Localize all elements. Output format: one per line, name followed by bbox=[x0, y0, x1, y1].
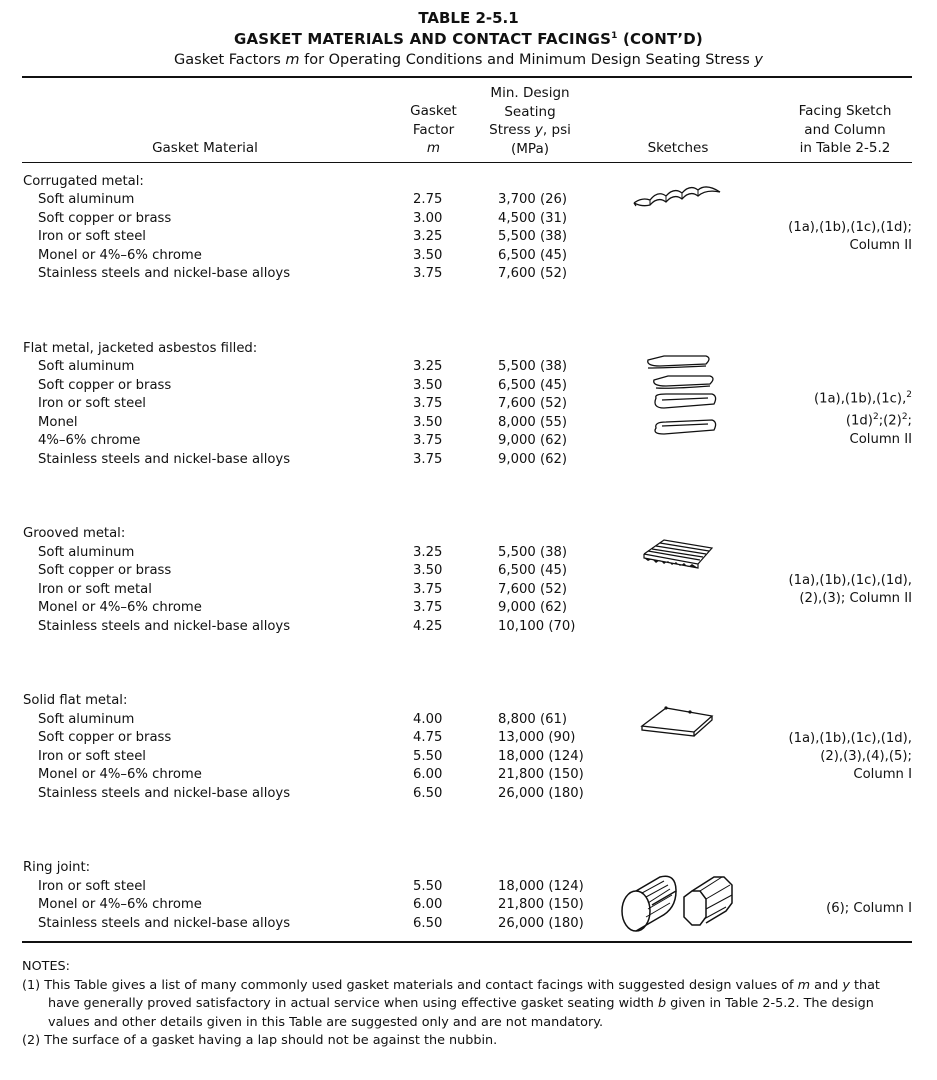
y-cell: 18,000 (124) bbox=[498, 749, 584, 764]
y-cell: 7,600 (52) bbox=[498, 266, 568, 281]
m-cell: 4.25 bbox=[413, 619, 443, 634]
y-cell: 9,000 (62) bbox=[498, 452, 568, 467]
y-cell: 5,500 (38) bbox=[498, 229, 568, 244]
material-cell: Soft copper or brass bbox=[38, 211, 172, 226]
m-cell: 3.75 bbox=[413, 433, 443, 448]
y-cell: 10,100 (70) bbox=[498, 619, 576, 634]
material-cell: Soft aluminum bbox=[38, 712, 135, 727]
y-cell: 7,600 (52) bbox=[498, 582, 568, 597]
y-cell: 21,800 (150) bbox=[498, 897, 584, 912]
header-rule bbox=[22, 162, 912, 163]
m-cell: 5.50 bbox=[413, 749, 443, 764]
solid-flat-sketch bbox=[640, 704, 716, 738]
material-cell: Soft aluminum bbox=[38, 359, 135, 374]
y-cell: 6,500 (45) bbox=[498, 378, 568, 393]
facing-cell: (1a),(1b),(1c),(1d); Column II bbox=[788, 220, 912, 253]
m-cell: 3.50 bbox=[413, 563, 443, 578]
header-sketches: Sketches bbox=[647, 140, 709, 156]
corrugated-sketch bbox=[632, 184, 724, 210]
material-cell: Iron or soft steel bbox=[38, 749, 146, 764]
material-cell: Soft copper or brass bbox=[38, 378, 172, 393]
facing-cell: (1a),(1b),(1c),(1d), (2),(3); Column II bbox=[788, 573, 912, 606]
m-cell: 3.50 bbox=[413, 415, 443, 430]
material-cell: Iron or soft steel bbox=[38, 396, 146, 411]
m-cell: 4.00 bbox=[413, 712, 443, 727]
y-cell: 8,800 (61) bbox=[498, 712, 568, 727]
bottom-rule bbox=[22, 941, 912, 943]
material-cell: Stainless steels and nickel-base alloys bbox=[38, 452, 291, 467]
y-cell: 5,500 (38) bbox=[498, 545, 568, 560]
material-cell: Stainless steels and nickel-base alloys bbox=[38, 619, 291, 634]
material-cell: 4%–6% chrome bbox=[38, 433, 141, 448]
header-gasket-factor: Gasket Factor m bbox=[410, 103, 457, 156]
header-gasket-material: Gasket Material bbox=[152, 140, 258, 156]
material-cell: Monel or 4%–6% chrome bbox=[38, 897, 202, 912]
group-title: Flat metal, jacketed asbestos filled: bbox=[23, 341, 258, 356]
y-cell: 5,500 (38) bbox=[498, 359, 568, 374]
facing-cell: (1a),(1b),(1c),$^2$ $(1d)^2;(2)^2$; Column II bbox=[813, 390, 912, 447]
facing-cell: (1a),(1b),(1c),(1d), (2),(3),(4),(5); Column I bbox=[788, 731, 912, 782]
header-facing-sketch: Facing Sketch and Column in Table 2-5.2 bbox=[798, 103, 892, 156]
material-cell: Soft copper or brass bbox=[38, 730, 172, 745]
m-cell: 6.50 bbox=[413, 916, 443, 931]
material-cell: Stainless steels and nickel-base alloys bbox=[38, 916, 291, 931]
material-cell: Iron or soft steel bbox=[38, 879, 146, 894]
m-cell: 3.75 bbox=[413, 452, 443, 467]
table-number: TABLE 2-5.1 bbox=[418, 9, 519, 27]
y-cell: 26,000 (180) bbox=[498, 916, 584, 931]
m-cell: 2.75 bbox=[413, 192, 443, 207]
y-cell: 21,800 (150) bbox=[498, 767, 584, 782]
m-cell: 3.75 bbox=[413, 600, 443, 615]
y-cell: 8,000 (55) bbox=[498, 415, 568, 430]
material-cell: Monel bbox=[38, 415, 78, 430]
material-cell: Monel or 4%–6% chrome bbox=[38, 600, 202, 615]
note-2: (2) The surface of a gasket having a lap should not be against the nubbin. bbox=[22, 1033, 498, 1049]
material-cell: Soft aluminum bbox=[38, 545, 135, 560]
m-cell: 6.50 bbox=[413, 786, 443, 801]
material-cell: Soft aluminum bbox=[38, 192, 135, 207]
notes bbox=[22, 958, 914, 1051]
grooved-sketch bbox=[642, 538, 716, 570]
group-title: Corrugated metal: bbox=[23, 174, 144, 189]
table-title: GASKET MATERIALS AND CONTACT FACINGS$^1$ (CONT’D) bbox=[233, 30, 703, 48]
m-cell: 3.75 bbox=[413, 396, 443, 411]
y-cell: 3,700 (26) bbox=[498, 192, 568, 207]
m-cell: 3.25 bbox=[413, 359, 443, 374]
y-cell: 9,000 (62) bbox=[498, 433, 568, 448]
m-cell: 3.25 bbox=[413, 229, 443, 244]
m-cell: 5.50 bbox=[413, 879, 443, 894]
header-seating-stress: Min. Design Seating Stress y, psi (MPa) bbox=[489, 85, 571, 157]
material-cell: Stainless steels and nickel-base alloys bbox=[38, 786, 291, 801]
facing-cell: (6); Column I bbox=[826, 901, 912, 916]
y-cell: 26,000 (180) bbox=[498, 786, 584, 801]
group-title: Ring joint: bbox=[23, 860, 91, 875]
m-cell: 3.50 bbox=[413, 378, 443, 393]
m-cell: 3.50 bbox=[413, 248, 443, 263]
table-subtitle: Gasket Factors m for Operating Conditions and Minimum Design Seating Stress y bbox=[174, 52, 763, 68]
material-cell: Iron or soft steel bbox=[38, 229, 146, 244]
m-cell: 3.00 bbox=[413, 211, 443, 226]
y-cell: 13,000 (90) bbox=[498, 730, 576, 745]
m-cell: 3.75 bbox=[413, 582, 443, 597]
note-1: (1) This Table gives a list of many commonly used gasket materials and contact facings with suggested design values of m and y that have generally proved satisfactory in actual service when using effective gasket seating width b given in Table 2-5.2. The design values and other details given in this Table are suggested only and are not mandatory. bbox=[22, 977, 880, 1030]
ring-joint-sketch bbox=[618, 869, 746, 935]
notes-heading: NOTES: bbox=[22, 959, 70, 974]
material-cell: Iron or soft metal bbox=[38, 582, 152, 597]
material-cell: Soft copper or brass bbox=[38, 563, 172, 578]
y-cell: 18,000 (124) bbox=[498, 879, 584, 894]
m-cell: 3.25 bbox=[413, 545, 443, 560]
material-cell: Monel or 4%–6% chrome bbox=[38, 767, 202, 782]
material-cell: Stainless steels and nickel-base alloys bbox=[38, 266, 291, 281]
group-title: Grooved metal: bbox=[23, 526, 126, 541]
y-cell: 6,500 (45) bbox=[498, 563, 568, 578]
material-cell: Monel or 4%–6% chrome bbox=[38, 248, 202, 263]
y-cell: 9,000 (62) bbox=[498, 600, 568, 615]
y-cell: 7,600 (52) bbox=[498, 396, 568, 411]
top-rule bbox=[22, 76, 912, 78]
m-cell: 4.75 bbox=[413, 730, 443, 745]
y-cell: 6,500 (45) bbox=[498, 248, 568, 263]
m-cell: 6.00 bbox=[413, 897, 443, 912]
group-title: Solid flat metal: bbox=[23, 693, 128, 708]
m-cell: 3.75 bbox=[413, 266, 443, 281]
m-cell: 6.00 bbox=[413, 767, 443, 782]
jacketed-sketch bbox=[644, 352, 724, 446]
y-cell: 4,500 (31) bbox=[498, 211, 568, 226]
